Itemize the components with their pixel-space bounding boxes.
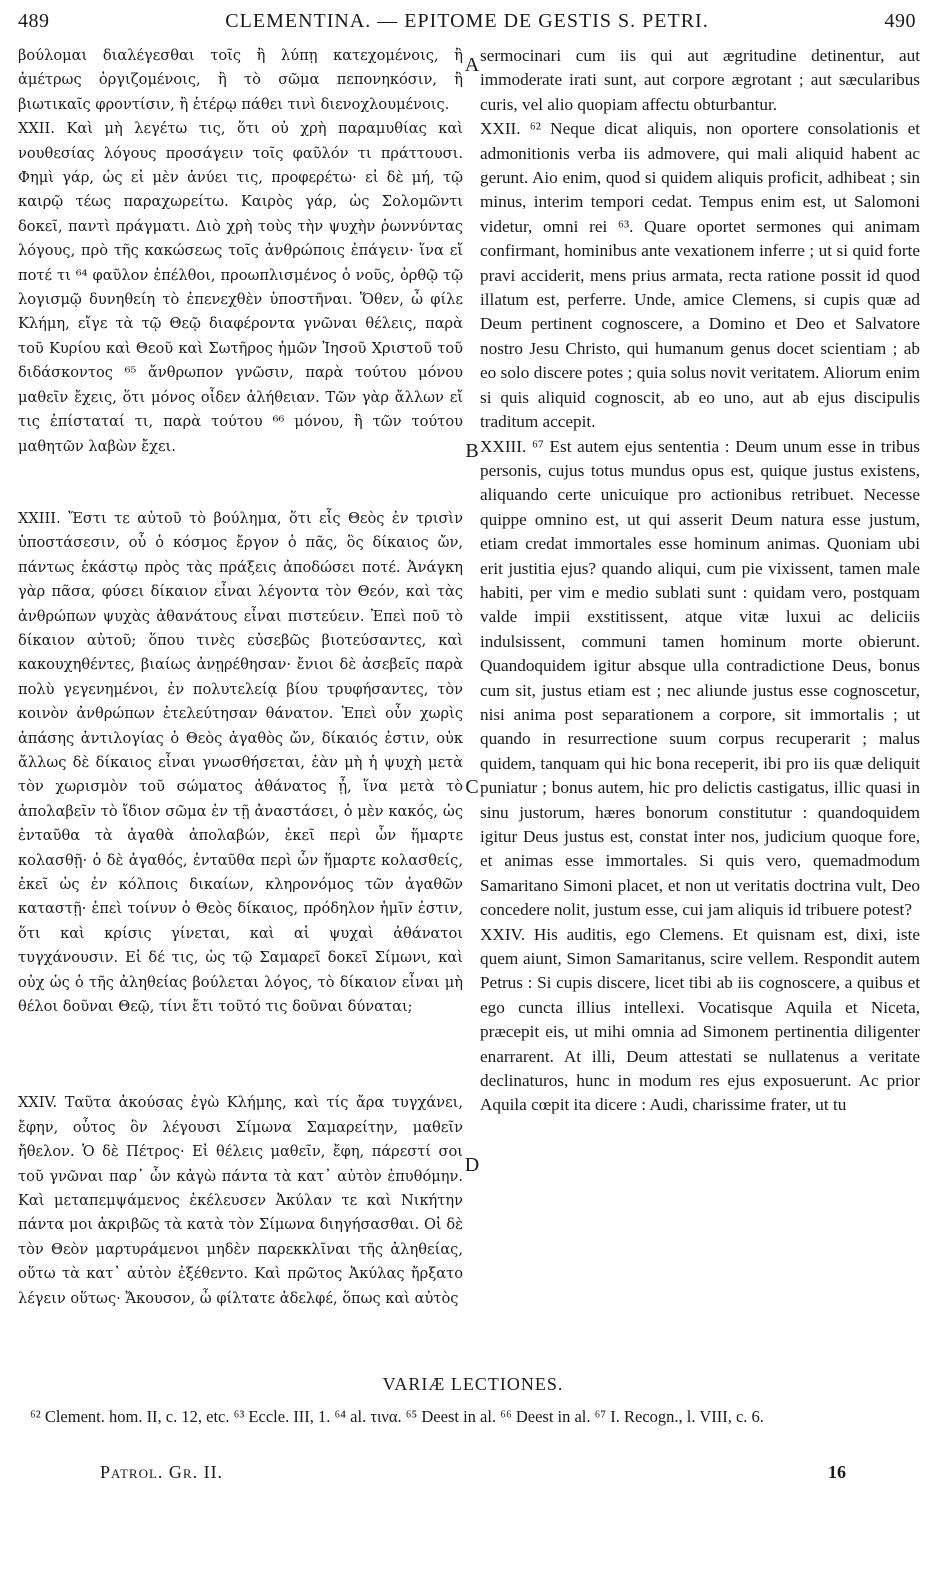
- greek-text-xxiv: Ταῦτα ἀκούσας ἐγὼ Κλήμης, καὶ τίς ἄρα τυγχάνει, ἔφην, οὗτος ὃν λέγουσι Σίμωνα Σαμαρείτην, μαθεῖν ἤθελον. Ὁ δὲ Πέτρος· Εἰ θέλεις μαθεῖν, ἔφη, πάρεστί σοι τοῦ γνῶναι παρ᾿ ὧν κἀγὼ πάντα τὰ κατ᾿ αὐτὸν ἐπυθόμην. Καὶ μεταπεμψάμενος ἐκέλευσεν Ἀκύλαν τε καὶ Νικήτην πάντα μοι ἀκριβῶς τὰ κατὰ τὸν Σίμωνα διηγήσασθαι. Οἱ δὲ τὸν Θεὸν μαρτυράμενοι μηδὲν παρεκκλῖναι τῆς ἀληθείας, οὕτω τὰ κατ᾿ αὐτὸν ἐξέθεντο. Καὶ πρῶτος Ἀκύλας ἤρξατο λέγειν οὕτως· Ἄκουσον, ὦ φίλτατε ἀδελφέ, ὅπως καὶ αὐτὸς: [18, 1094, 463, 1307]
- margin-letter-a: A: [464, 54, 480, 76]
- running-header: [18, 10, 916, 38]
- page-footer: [100, 1462, 846, 1483]
- latin-paragraph-xxii: [480, 117, 920, 434]
- page-number-right: 490: [884, 10, 916, 32]
- page-number-left: 489: [18, 10, 50, 32]
- greek-paragraph-xxii: [18, 117, 463, 459]
- latin-text-xxiii: ⁶⁷ Est autem ejus sententia : Deum unum esse in tribus personis, cujus totus mundus opus est, quique justus existens, aliquando certe unicuique pro actionibus retribuet. Necesse quippe omnino est, ut qui asserit Deum natura esse justum, etiam credat immortales esse hominum animas. Quoniam ubi erit justitia ejus? quando aliqui, cum pie vixissent, tamen male habiti, per vim e medio sublati sunt : quidam vero, postquam valde impii exstitissent, atque vitæ luxui ac deliciis indulsissent, communi tamen hominum morte obierunt. Quandoquidem igitur absque ulla contradictione Deus, bonus cum sit, justus etiam est ; nec aliunde justus esse cognoscetur, nisi anima post separationem a corpore, sit immortalis ; ut quando in resurrectione suum corpus recuperarit ; malus quidem, tanquam qui hic bona receperit, ibi pro iis quæ deliquit puniatur ; bonus autem, hic pro delictis castigatus, illic quasi in sinu justorum, hæres bonorum constitutur : quandoquidem igitur Deus justus est, constat inter nos, judicium quoque fore, et animas esse immortales. Si quis vero, quemadmodum Samaritano Simoni placet, et non ut veritatis doctrina vult, Deo concedere nolit, justum esse, cui jam aliquis id tribuere potest?: [480, 436, 921, 920]
- latin-text-xxii: ⁶² Neque dicat aliquis, non oportere consolationis et admonitionis verba iis admovere, qui mali aliquid habent ac gerunt. Aio enim, quod si quidem aliquis proficit, adhibeat ; sin minus, interim tempori cedat. Tempus enim est, ut Salomoni videtur, omni rei ⁶³. Quare oportet sermones qui animam confirmant, hominibus ante vexationem inferre ; ut si quid forte pravi acciderit, mens prius armata, recta ratione possit id quod illatum est, perferre. Unde, amice Clemens, si cupis quæ ad Deum pertinent cognoscere, a Domino et Deo et Salvatore nostro Jesu Christo, qui humanum genus docet scientiam ; ab eo solo discere potes ; quia solus novit veritatem. Aliorum enim si quis aliquid cognoscit, ab eo uno, aut ab ejus discipulis traditum accepit.: [480, 119, 920, 432]
- latin-text-xxiv: His auditis, ego Clemens. Et quisnam est, dixi, iste quem aiunt, Simon Samaritanus, scire vellem. Respondit autem Petrus : Si cupis discere, licet tibi ab iis cognoscere, a quibus et ego cuncta illius intellexi. Vocatisque Aquila et Niceta, præcepit eis, ut mihi omnia ad Simonem pertinentia diligenter enarrarent. At illi, Deum attestati se nullatenus a veritate declinaturos, hunc in modum res ejus exposuerunt. Ac prior Aquila cœpit ita dicere : Audi, charissime frater, ut tu: [480, 924, 920, 1115]
- greek-paragraph-intro: βούλομαι διαλέγεσθαι τοῖς ἢ λύπῃ κατεχομένοις, ἢ ἀμέτρως ὀργιζομένοις, ἢ τὸ σῶμα πεπονηκόσιν, ἢ βιωτικαῖς φροντίσιν, ἢ ἑτέρῳ πάθει τινὶ διενοχλουμένοις.: [18, 47, 463, 113]
- latin-section-number-xxiii: XXIII.: [480, 436, 527, 456]
- latin-paragraph-intro: sermocinari cum iis qui aut ægritudine detinentur, aut immoderate irati sunt, aut corpore ægrotant ; aut sæcularibus curis, vel alio quopiam affectu obturbantur.: [480, 46, 920, 114]
- latin-paragraph-xxiii: [480, 435, 920, 923]
- latin-paragraph-xxiv: [480, 923, 920, 1118]
- running-title: CLEMENTINA. — EPITOME DE GESTIS S. PETRI.: [225, 10, 709, 32]
- latin-section-number-xxii: XXII.: [480, 119, 521, 139]
- margin-letter-d: D: [464, 1154, 480, 1176]
- greek-section-number-xxii: XXII.: [18, 120, 55, 138]
- greek-section-number-xxiv: XXIV.: [18, 1094, 58, 1112]
- footer-patrol: Patrol. Gr. II.: [100, 1462, 224, 1482]
- variae-lectiones-heading: VARIÆ LECTIONES.: [382, 1374, 564, 1394]
- greek-column: [18, 44, 463, 1311]
- variae-lectiones-notes: ⁶² Clement. hom. II, c. 12, etc. ⁶³ Eccle. III, 1. ⁶⁴ al. τινα. ⁶⁵ Deest in al. ⁶⁶ Deest in al. ⁶⁷ I. Recogn., l. VIII, c. 6.: [30, 1407, 764, 1426]
- latin-column: [480, 44, 920, 1118]
- greek-section-number-xxiii: XXIII.: [18, 509, 61, 527]
- greek-paragraph-xxiv: [18, 1091, 463, 1311]
- margin-letter-c: C: [465, 776, 479, 798]
- greek-paragraph-xxiii: [18, 507, 463, 1020]
- footer-signature: 16: [828, 1462, 846, 1482]
- margin-letter-b: B: [465, 440, 479, 462]
- greek-text-xxii: Καὶ μὴ λεγέτω τις, ὅτι οὐ χρὴ παραμυθίας καὶ νουθεσίας λόγους προσάγειν τοῖς φαῦλόν τι πράττουσι. Φημὶ γάρ, ὡς εἰ μὲν ἀνύει τις, προφερέτω· εἰ δὲ μή, τῷ καιρῷ τέως παραχωρείτω. Καιρὸς γάρ, ὡς Σολομῶντι δοκεῖ, παντὶ πράγματι. Διὸ χρὴ τοὺς τὴν ψυχὴν ῥωννύντας λόγους, πρὸ τῆς κακώσεως τοῖς ἀνθρώποις ἐπάγειν· ἵνα εἴ ποτέ τι ⁶⁴ φαῦλον ἐπέλθοι, προωπλισμένος ὁ νοῦς, ὀρθῷ τῷ λογισμῷ δυνηθείη τὸ ἐπενεχθὲν ὑποστῆναι. Ὅθεν, ὦ φίλε Κλήμη, εἴγε τὰ τῷ Θεῷ διαφέροντα γνῶναι θέλεις, παρὰ τοῦ Κυρίου καὶ Θεοῦ καὶ Σωτῆρος ἡμῶν Ἰησοῦ Χριστοῦ τοῦ διδάσκοντος ⁶⁵ ἄνθρωπον γνῶσιν, παρὰ τούτου μόνου μαθεῖν ἔχεις, ὅτι μόνος οἶδεν ἀλήθειαν. Τῶν γὰρ ἄλλων εἴ τις ἐπίσταταί τι, παρὰ τούτου ⁶⁶ μόνου, ἢ τῶν τούτου μαθητῶν λαβὼν ἔχει.: [18, 120, 464, 455]
- greek-text-xxiii: Ἔστι τε αὐτοῦ τὸ βούλημα, ὅτι εἷς Θεὸς ἐν τρισὶν ὑποστάσεσιν, οὗ ὁ κόσμος ἔργον ὁ πᾶς, ὃς δίκαιος ὤν, πάντως ἑκάστῳ πρὸς τὰς πράξεις ἀποδώσει ποτέ. Ἀνάγκη γὰρ πᾶσα, φύσει δίκαιον εἶναι λέγοντα τὸν Θεόν, καὶ τὰς ἀνθρώπων ψυχὰς ἀθανάτους εἶναι πιστεύειν. Ἐπεὶ ποῦ τὸ δίκαιον αὐτοῦ; ὅπου τινὲς εὐσεβῶς βιοτεύσαντες, καὶ κακουχηθέντες, βιαίως ἀνῃρέθησαν· ἔνιοι δὲ ἀσεβεῖς παρὰ πολὺ γεγενημένοι, ἐν πολυτελείᾳ βίου τρυφήσαντες, τὸν κοινὸν ἀνθρώπων ἐτελεύτησαν θάνατον. Ἐπεὶ οὖν χωρὶς ἁπάσης ἀντιλογίας ὁ Θεὸς ἀγαθὸς ὤν, δίκαιός ἐστιν, οὐκ ἄλλως δὲ δίκαιος εἶναι γνωσθήσεται, ἐὰν μὴ ἡ ψυχὴ μετὰ τὸν χωρισμὸν τοῦ σώματος ἀθάνατος ᾖ, ἵνα μετὰ τὸ ἀπολαβεῖν τὸ ἴδιον σῶμα ἐν τῇ ἀναστάσει, ὁ μὲν κακός, ὡς ἐνταῦθα τὰ ἀγαθὰ ἀπολαβών, ἐκεῖ περὶ ὧν ἥμαρτε κολασθῇ· ὁ δὲ ἀγαθός, ἐνταῦθα περὶ ὧν ἥμαρτε κολασθείς, ἐκεῖ ὡς ἐν κόλποις δικαίων, κληρονόμος τῶν ἀγαθῶν καταστῇ· ἐπεὶ τοίνυν ὁ Θεὸς δίκαιος, πρόδηλον ἡμῖν ἐστιν, ὅτι καὶ κρίσις γίνεται, καὶ αἱ ψυχαὶ ἀθάνατοι τυγχάνουσιν. Εἰ δέ τις, ὡς τῷ Σαμαρεῖ δοκεῖ Σίμωνι, καὶ οὐχ ὡς ὁ τῆς ἀληθείας βούλεται λόγος, τὸ δίκαιον εἶναι μὴ θέλοι δοῦναι Θεῷ, τίνι ἔτι τοῦτό τις δοῦναι δύναται;: [18, 509, 463, 1016]
- latin-section-number-xxiv: XXIV.: [480, 924, 526, 944]
